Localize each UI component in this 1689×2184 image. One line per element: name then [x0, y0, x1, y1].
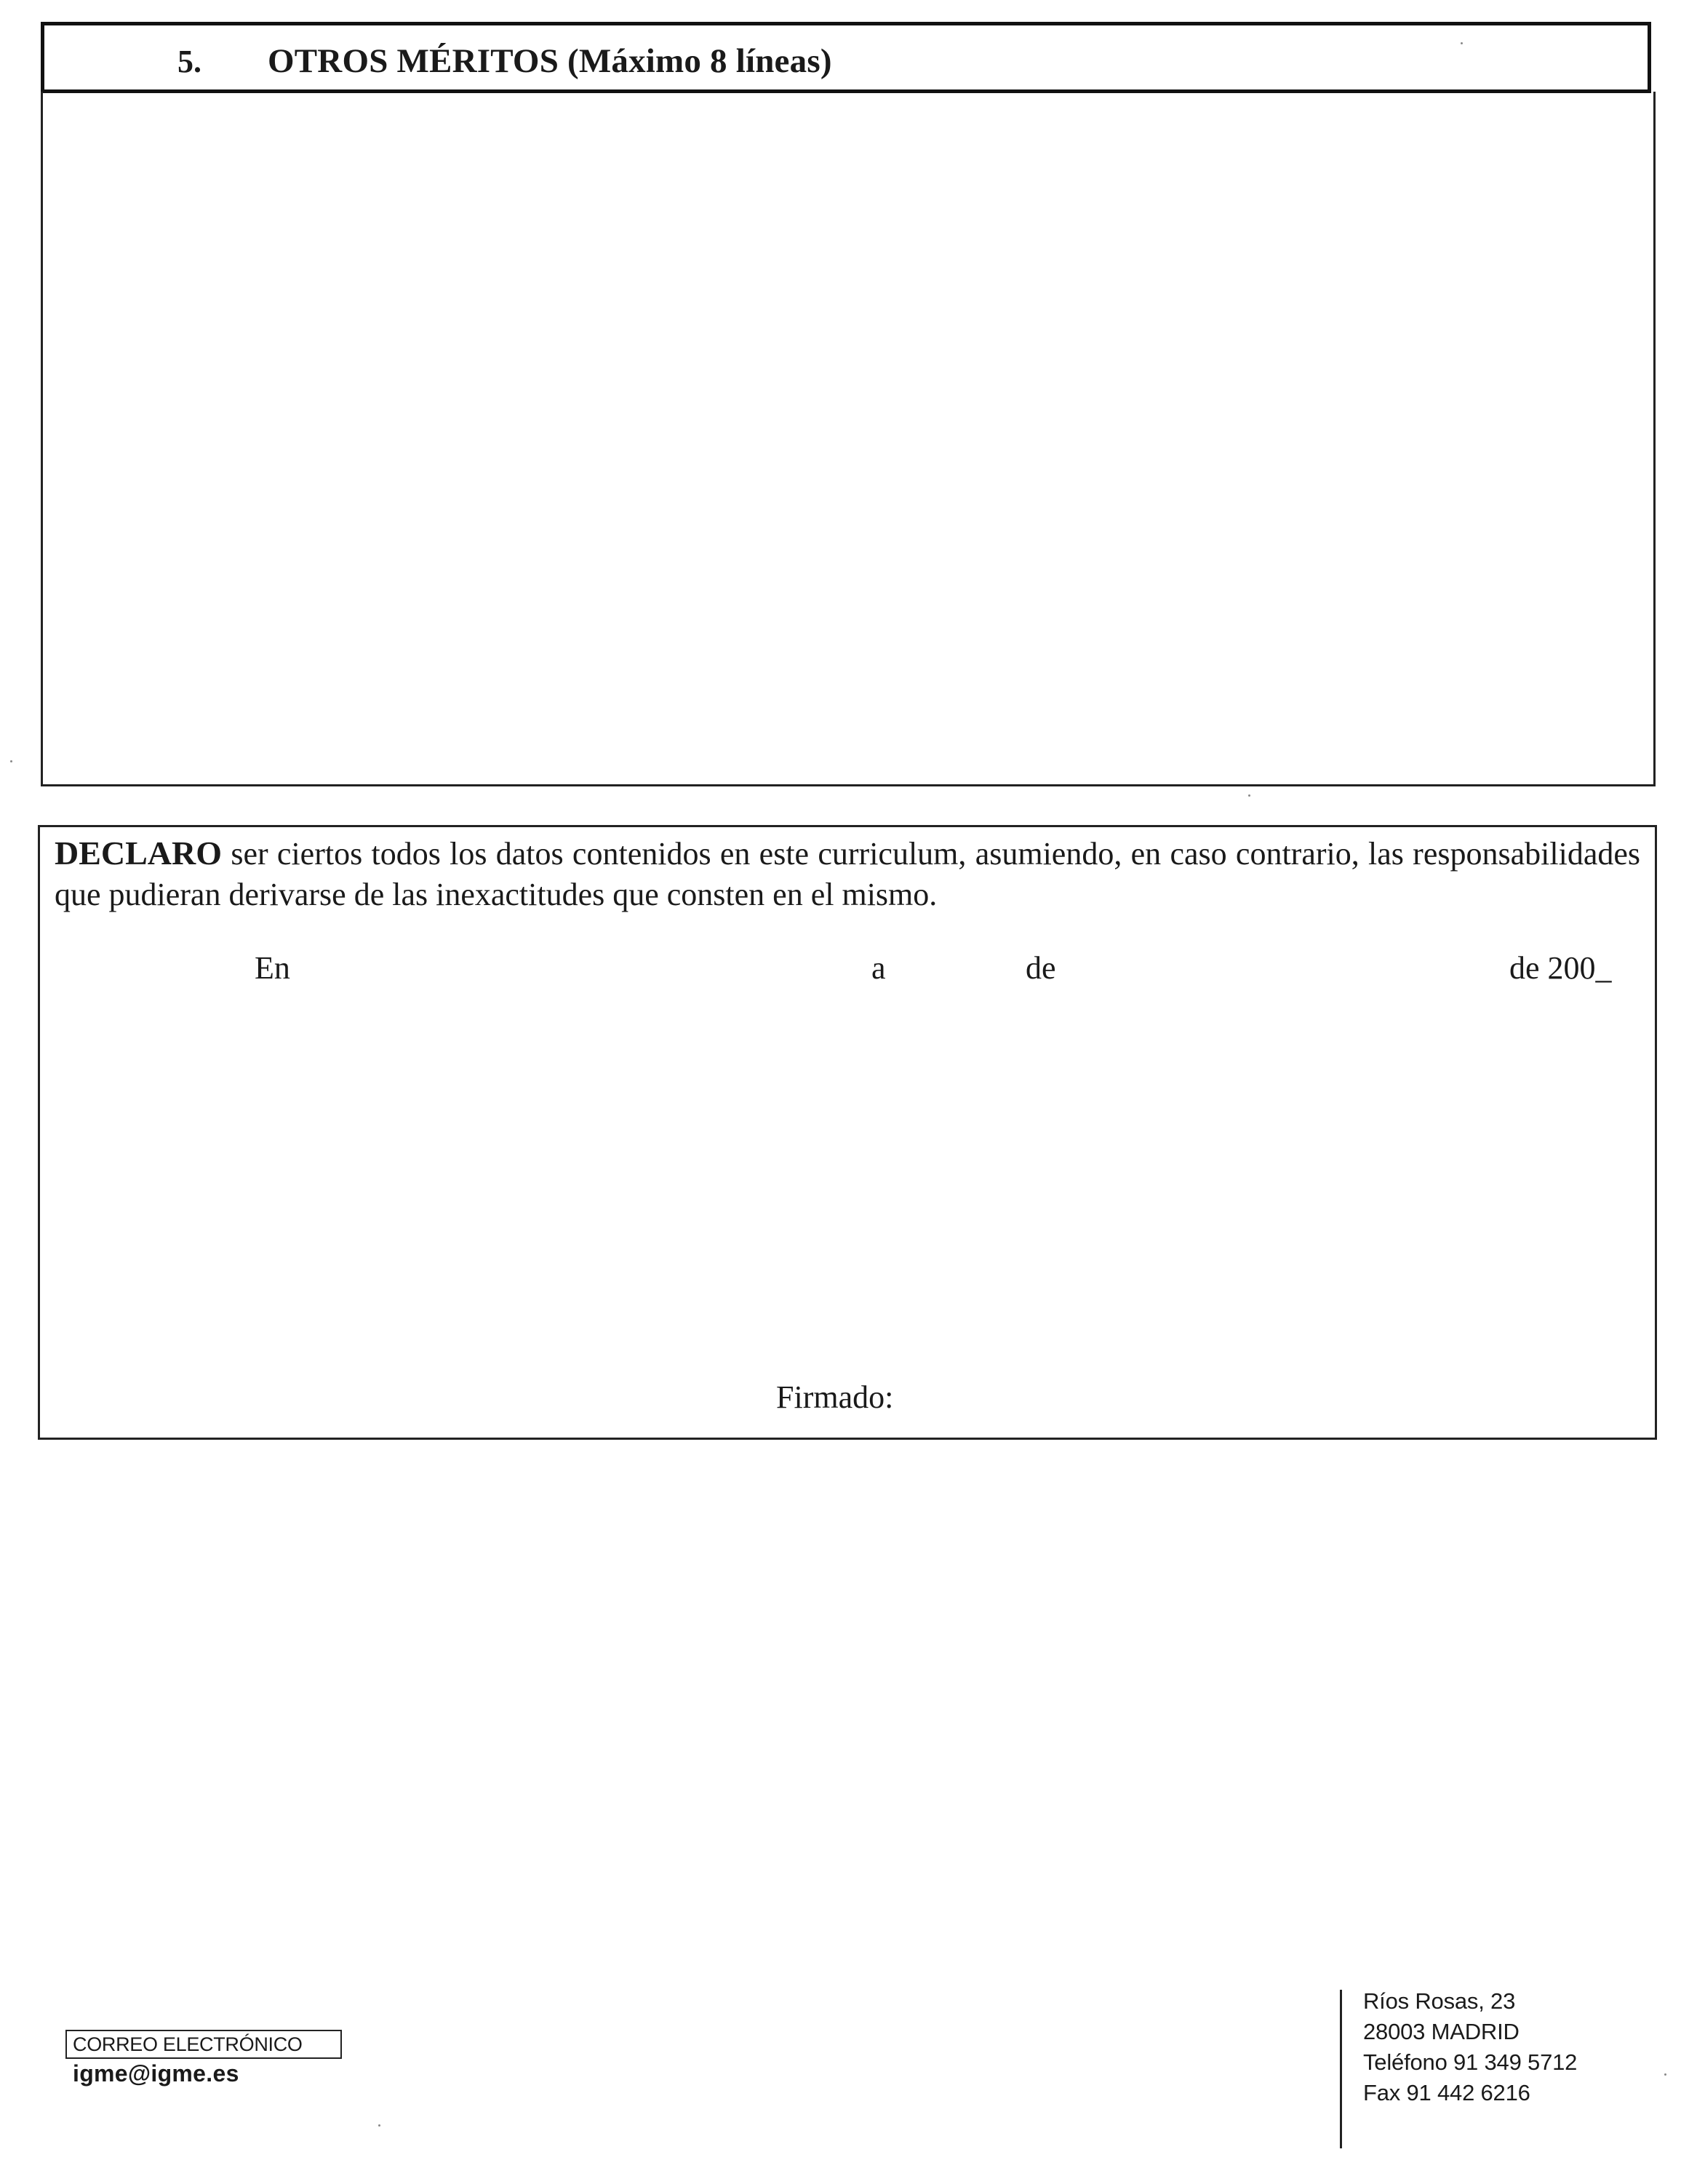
address-divider [1340, 1990, 1342, 2148]
month-label: de [1026, 950, 1056, 986]
email-label: CORREO ELECTRÓNICO [65, 2030, 342, 2059]
place-label: En [255, 950, 290, 986]
scan-speck [1461, 42, 1463, 44]
section-number: 5. [177, 44, 201, 79]
section-title: OTROS MÉRITOS (Máximo 8 líneas) [268, 42, 832, 80]
address-block [1363, 1986, 1577, 2108]
declaration-text [55, 833, 1640, 915]
other-merits-field[interactable] [41, 92, 1656, 786]
address-line-city: 28003 MADRID [1363, 2019, 1520, 2044]
declaration-bold-word: DECLARO [55, 834, 223, 872]
address-line-street: Ríos Rosas, 23 [1363, 1988, 1516, 2014]
scan-speck [378, 2124, 380, 2127]
declaration-box [38, 825, 1657, 1440]
scan-speck [1664, 2073, 1666, 2076]
year-label: de 200_ [1509, 950, 1612, 986]
signed-label: Firmado: [776, 1379, 894, 1415]
address-line-fax: Fax 91 442 6216 [1363, 2080, 1530, 2105]
scan-speck [1248, 794, 1250, 797]
address-line-phone: Teléfono 91 349 5712 [1363, 2049, 1578, 2075]
declaration-body: ser ciertos todos los datos contenidos en este curriculum, asumiendo, en caso contrario, las responsabilidades que pudieran derivarse de las inexactitudes que consten en el mismo. [55, 836, 1640, 912]
day-label: a [871, 950, 886, 986]
section-5-header [41, 22, 1651, 93]
scan-speck [10, 760, 12, 762]
email-address: igme@igme.es [73, 2060, 239, 2087]
